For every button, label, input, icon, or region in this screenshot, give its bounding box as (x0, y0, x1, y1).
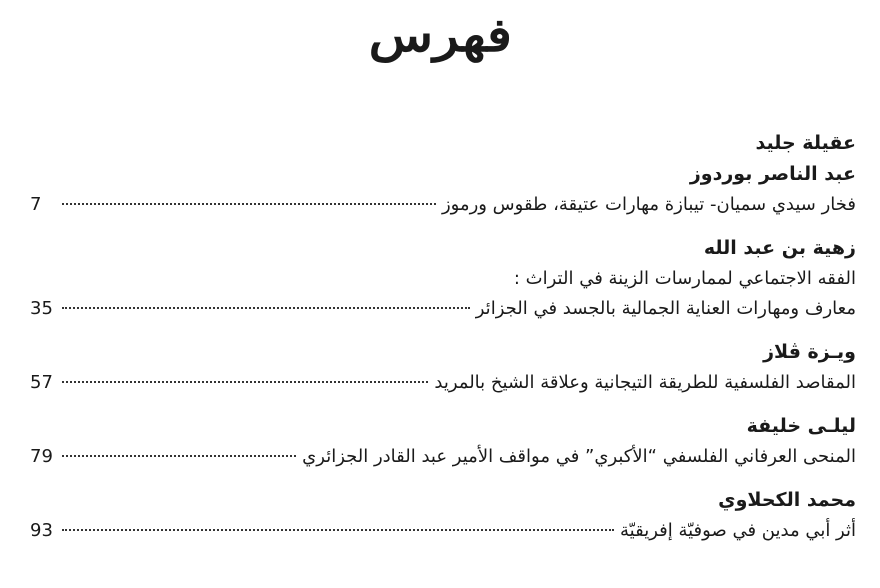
page-number: 7 (30, 194, 42, 215)
author-name: زهية بن عبد الله (703, 237, 856, 259)
article-title: فخار سيدي سميان- تيبازة مهارات عتيقة، طقوس ورموز (441, 194, 856, 215)
article-title: أثر أبي مدين في صوفيّة إفريقيّة (620, 520, 856, 541)
author-name: عقيلة جليد (755, 132, 856, 154)
article-title: المقاصد الفلسفية للطريقة التيجانية وعلاقة الشيخ بالمريد (434, 372, 856, 393)
toc-row[interactable] (30, 368, 856, 398)
table-of-contents (30, 128, 856, 546)
page-header (0, 8, 880, 62)
toc-row[interactable] (30, 190, 856, 220)
author-name: ويـزة ڤلاز (763, 341, 856, 363)
author-name: ليلـى خليفة (746, 415, 856, 437)
article-title: معارف ومهارات العناية الجمالية بالجسد في الجزائر (475, 298, 856, 319)
toc-entry-4 (30, 411, 856, 472)
author-name: محمد الكحلاوي (718, 489, 856, 511)
dot-leader (62, 529, 614, 531)
author-name: عبد الناصر بوردوز (689, 163, 856, 185)
toc-entry-5 (30, 485, 856, 546)
toc-entry-1 (30, 128, 856, 220)
dot-leader (62, 381, 428, 383)
dot-leader (62, 307, 470, 309)
toc-row[interactable] (30, 442, 856, 472)
toc-entry-2 (30, 233, 856, 324)
article-title: المنحى العرفاني الفلسفي “الأكبري” في مواقف الأمير عبد القادر الجزائري (302, 446, 856, 467)
page-title: فهرس (368, 8, 512, 62)
dot-leader (62, 203, 436, 205)
toc-entry-3 (30, 337, 856, 398)
dot-leader (62, 455, 296, 457)
page-number: 79 (30, 446, 53, 467)
toc-row[interactable] (30, 294, 856, 324)
article-title-line: الفقه الاجتماعي لممارسات الزينة في التراث : (513, 268, 856, 289)
page-number: 93 (30, 520, 53, 541)
page-number: 57 (30, 372, 53, 393)
toc-row[interactable] (30, 516, 856, 546)
page-number: 35 (30, 298, 53, 319)
